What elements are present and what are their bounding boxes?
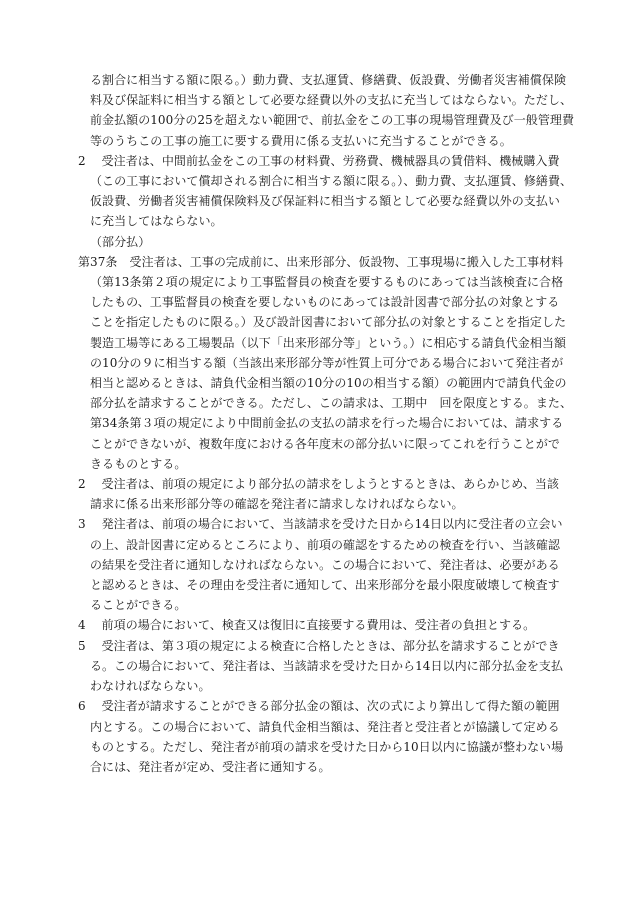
text-line: 前金払額の100分の25を超えない範囲で、前払金をこの工事の現場管理費及び一般管理費	[90, 113, 575, 128]
text-line: ことができないが、複数年度における各年度末の部分払いに限ってこれを行うことがで	[90, 436, 560, 451]
text-line: 料及び保証料に相当する額として必要な経費以外の支払に充当してはならない。ただし、	[90, 93, 573, 108]
text-line: と認めるときは、その理由を受注者に通知して、出来形部分を最小限度破壊して検査す	[90, 578, 560, 593]
text-line: 部分払を請求することができる。ただし、この請求は、工期中 回を限度とする。また、	[90, 396, 573, 411]
text-line: 第37条 受注者は、工事の完成前に、出来形部分、仮設物、工事現場に搬入した工事材料	[78, 254, 564, 269]
text-line: きるものとする。	[90, 456, 187, 471]
text-line: る。この場合において、発注者は、当該請求を受けた日から14日以内に部分払金を支払	[90, 658, 564, 673]
text-line: したもの、工事監督員の検査を要しないものにあっては設計図書で部分払の対象とする	[90, 295, 560, 310]
text-line: の10分の９に相当する額（当該出来形部分等が性質上可分である場合において発注者が	[90, 355, 564, 370]
text-line: （部分払）	[90, 234, 151, 249]
text-line: 製造工場等にある工場製品（以下「出来形部分等」という。）に相応する請負代金相当額	[90, 335, 567, 350]
text-line: 仮設費、労働者災害補償保険料及び保証料に相当する額として必要な経費以外の支払い	[90, 194, 560, 209]
text-line: 第34条第３項の規定により中間前金払の支払の請求を行った場合においては、請求する	[90, 416, 564, 431]
text-line: の結果を受注者に通知しなければならない。この場合において、発注者は、必要がある	[90, 557, 560, 572]
text-line: 5 受注者は、第３項の規定による検査に合格したときは、部分払を請求することができ	[78, 638, 560, 653]
text-line: 内とする。この場合において、請負代金相当額は、発注者と受注者とが協議して定める	[90, 719, 560, 734]
text-line: 3 発注者は、前項の場合において、当該請求を受けた日から14日以内に受注者の立会い	[78, 517, 563, 532]
text-line: 6 受注者が請求することができる部分払金の額は、次の式により算出して得た額の範囲	[78, 699, 560, 714]
text-line: に充当してはならない。	[90, 214, 223, 229]
text-line: 2 受注者は、前項の規定により部分払の請求をしようとするときは、あらかじめ、当該	[78, 477, 560, 492]
text-line: 等のうちこの工事の施工に要する費用に係る支払いに充当することができる。	[90, 133, 512, 148]
text-line: 2 受注者は、中間前払金をこの工事の材料費、労務費、機械器具の賃借料、機械購入費	[78, 153, 560, 168]
text-line: 相当と認めるときは、請負代金相当額の10分の10の相当する額）の範囲内で請負代金の	[90, 376, 567, 391]
text-line: の上、設計図書に定めるところにより、前項の確認をするための検査を行い、当該確認	[90, 537, 560, 552]
text-line: ことを指定したものに限る。）及び設計図書において部分払の対象とすることを指定した	[90, 315, 567, 330]
text-line: る割合に相当する額に限る。）動力費、支払運賃、修繕費、仮設費、労働者災害補償保険	[90, 73, 567, 87]
text-line: 合には、発注者が定め、受注者に通知する。	[90, 759, 331, 774]
text-line: 請求に係る出来形部分等の確認を発注者に請求しなければならない。	[90, 497, 464, 512]
text-line: （この工事において償却される割合に相当する額に限る。）、動力費、支払運賃、修繕費、	[90, 174, 573, 189]
text-line: わなければならない。	[90, 679, 211, 694]
text-line: （第13条第２項の規定により工事監督員の検査を要するものにあっては当該検査に合格	[90, 275, 564, 290]
text-line: ものとする。ただし、発注者が前項の請求を受けた日から10日以内に協議が整わない場	[90, 739, 564, 754]
text-line: ることができる。	[90, 598, 187, 613]
text-line: 4 前項の場合において、検査又は復旧に直接要する費用は、受注者の負担とする。	[78, 618, 536, 633]
